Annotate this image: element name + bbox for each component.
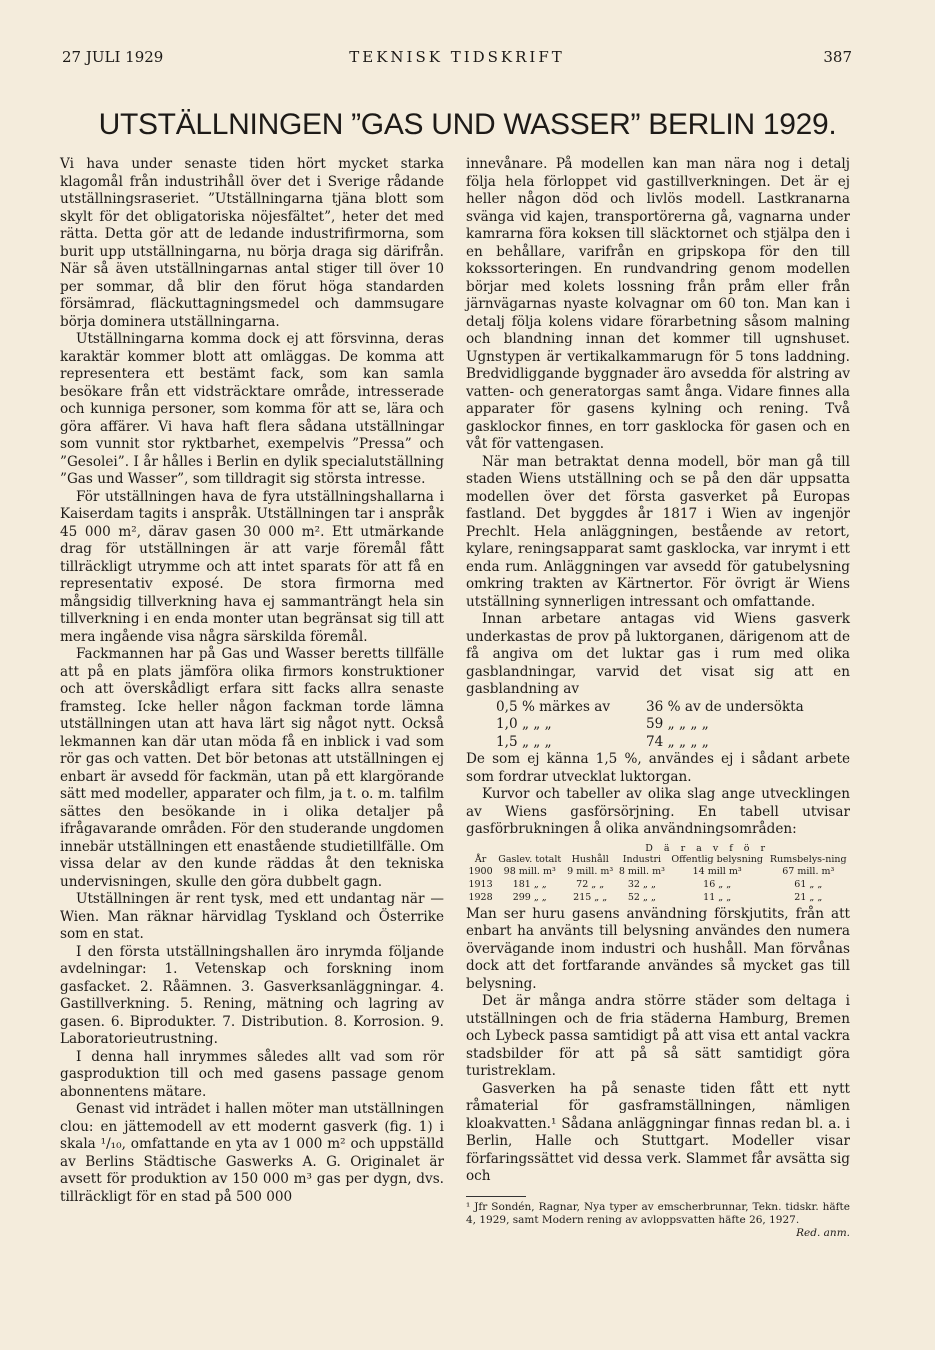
paragraph: Innan arbetare antagas vid Wiens gasverk underkastas de prov på luktorganen, därigenom att de få angiva om det luktar gas i rum med olika gasblandningar, varvid det visat sig att en gasblandning av bbox=[466, 611, 850, 697]
paragraph: I denna hall inrymmes således allt vad som rör gasproduktion till och med gasens passage genom abonnentens mätare. bbox=[60, 1048, 444, 1100]
footnote-signature: Red. anm. bbox=[796, 1226, 850, 1239]
table-cell: 8 mill. m³ bbox=[618, 865, 665, 877]
paragraph: De som ej känna 1,5 %, användes ej i sådant arbete som fordrar utvecklat luktorgan. bbox=[466, 751, 850, 785]
paragraph: Vi hava under senaste tiden hört mycket starka klagomål från industrihåll över det i Sverige rådande utställningsraseriet. ”Utställningarna tjäna blott som skylt för det obligatoriska nöjesfältet”, heter det med rätta. Detta gör att de ledande industrifirmorna, som burit upp utställningarna, nu börja draga sig därifrån. När så även utställningarnas antal stiger till över 10 per sommar, då blir den förut höga standarden försämrad, fläckuttagningsmedel och dammsugare börja dominera utställningarna. bbox=[60, 156, 444, 330]
journal-name: TEKNISK TIDSKRIFT bbox=[349, 48, 565, 66]
table-cell: 1913 bbox=[468, 878, 493, 890]
header-street: Rumsbelys-ning bbox=[769, 853, 847, 865]
header-year: År bbox=[474, 853, 487, 865]
paragraph: Kurvor och tabeller av olika slag ange utvecklingen av Wiens gasförsörjning. En tabell utvisar gasförbrukningen å olika användningsområden: bbox=[466, 786, 850, 837]
table-cell: 16 „ „ bbox=[703, 878, 732, 890]
table-row bbox=[466, 891, 850, 904]
footnote bbox=[466, 1200, 850, 1239]
stats-share: 36 % av de undersökta bbox=[646, 698, 804, 715]
table-cell: 61 „ „ bbox=[794, 878, 823, 890]
table-cell: 9 mill. m³ bbox=[567, 865, 614, 877]
article-title: UTSTÄLLNINGEN ”GAS UND WASSER” BERLIN 1929. bbox=[98, 108, 837, 141]
header-darav: D ä r a v f ö r bbox=[645, 842, 770, 854]
gas-consumption-table bbox=[466, 843, 850, 904]
table-cell: 299 „ „ bbox=[512, 891, 547, 903]
paragraph: Fackmannen har på Gas und Wasser beretts tillfälle att på en plats jämföra olika firmors konstruktioner och att överskådligt erfara sitt facks allra senaste framsteg. Icke heller någon fackman torde lämna utställningen utan att hava lärt sig något nytt. Också lekmannen kan där utan möda få en inblick i vad som rör gas och vatten. Det bör betonas att utställningen ej enbart är avsedd för fackmän, utan på ett klargörande sätt med modeller, apparater och film, ja t. o. m. talfilm sättes den besökande in i olika detaljer på ifrågavarande områden. För den studerande ungdomen innebär utställningen ett enastående studietillfälle. Om vissa delar av den kunde räddas åt den tekniska undervisningen, skulle den göra dubbelt gagn. bbox=[60, 646, 444, 890]
paragraph: innevånare. På modellen kan man nära nog i detalj följa hela förloppet vid gastillverkningen. Det är ej heller någon död och livlös modell. Lastkranarna svänga vid kajen, transportörerna gå, vagnarna under kamrarna föra koksen till släcktornet och stjälpa den i en behållare, varifrån en gripskopa för den till kokssorteringen. En rundvandring genom modellen börjar med kolets lossning från pråm eller från järnvägarnas nyaste kolvagnar om 60 ton. Man kan i detalj följa kolens vidare förarbetning såsom malning och blandning innan det kommer till ugnshuset. Ugnstypen är vertikalkammarugn för 5 tons laddning. Bredvidliggande byggnader äro avsedda för alstring av vatten- och generatorgas samt ånga. Vidare finnes alla apparater för gasens kylning och rening. Två gasklockor finnes, en torr gasklocka för gasen och en våt för vattengasen. bbox=[466, 156, 850, 452]
table-cell: 1928 bbox=[468, 891, 493, 903]
paragraph: Det är många andra större städer som deltaga i utställningen och de fria städerna Hamburg, Bremen och Lybeck passa samtidigt på att visa ett antal vackra stadsbilder för att på så sätt samtidigt göra turistreklam. bbox=[466, 993, 850, 1079]
paragraph: Gasverken ha på senaste tiden fått ett nytt råmaterial för gasframställningen, nämligen kloakvatten.¹ Sådana anläggningar finnas redan bl. a. i Berlin, Halle och Stuttgart. Modeller visar förfaringssättet vid dessa verk. Slammet får avsätta sig och bbox=[466, 1080, 850, 1184]
header-total: Gaslev. totalt bbox=[498, 853, 562, 865]
table-cell: 11 „ „ bbox=[703, 891, 732, 903]
stats-threshold: 1,5 „ „ „ bbox=[496, 733, 552, 750]
paragraph: Utställningarna komma dock ej att försvinna, deras karaktär kommer blott att omläggas. De komma att representera ett bestämt fack, som kan samla besökare från ett vidsträcktare område, intresserade och kunniga personer, som komma för att se, lära och göra affärer. Vi hava haft flera sådana utställningar som vunnit stor ryktbarhet, exempelvis ”Pressa” och ”Gesolei”. I år hålles i Berlin en dylik specialutställning ”Gas und Wasser”, som tilldragit sig största intresse. bbox=[60, 331, 444, 487]
paragraph: Utställningen är rent tysk, med ett undantag när — Wien. Man räknar härvidlag Tyskland och Österrike som en stat. bbox=[60, 891, 444, 942]
table-cell: 14 mill m³ bbox=[692, 865, 742, 877]
table-cell: 52 „ „ bbox=[627, 891, 656, 903]
table-cell: 1900 bbox=[468, 865, 493, 877]
table-cell: 98 mill. m³ bbox=[503, 865, 556, 877]
stats-threshold: 0,5 % märkes av bbox=[496, 698, 611, 715]
table-cell: 32 „ „ bbox=[627, 878, 656, 890]
paragraph: För utställningen hava de fyra utställningshallarna i Kaiserdam tagits i anspråk. Utställningen tar i anspråk 45 000 m², därav gasen 30 000 m². Ett utmärkande drag för utställningen är att varje föremål fått tillräckligt utrymme och att intet sparats för att få en representativ exposé. De stora firmorna med mångsidig tillverkning hava ej sammanträngt hela sin tillverkning i en enda monter utan begränsat sig till att mera ingående visa några särskilda föremål. bbox=[60, 488, 444, 645]
stats-row bbox=[496, 734, 850, 752]
right-column bbox=[466, 156, 850, 1240]
footnote-text: ¹ Jfr Sondén, Ragnar, Nya typer av emscherbrunnar, Tekn. tidskr. häfte 4, 1929, samt Modern rening av avloppsvatten häfte 26, 1927. bbox=[466, 1200, 850, 1226]
stats-share: 59 „ „ „ „ bbox=[646, 716, 709, 732]
issue-date: 27 JULI 1929 bbox=[62, 48, 164, 66]
smell-test-stats bbox=[496, 699, 850, 752]
header-household: Hushåll bbox=[571, 853, 609, 865]
table-cell: 21 „ „ bbox=[794, 891, 823, 903]
stats-threshold: 1,0 „ „ „ bbox=[496, 716, 552, 732]
stats-row bbox=[496, 699, 850, 717]
header-industry: Industri bbox=[622, 853, 662, 865]
table-row bbox=[466, 865, 850, 878]
paragraph: Genast vid inträdet i hallen möter man utställningen clou: en jättemodell av ett modernt gasverk (fig. 1) i skala ¹/₁₀, omfattande en yta av 1 000 m² och uppställd av Berlins Städtische Gaswerks A. G. Originalet är avsett för produktion av 150 000 m³ gas per dygn, dvs. tillräckligt för en stad på 500 000 bbox=[60, 1101, 444, 1205]
stats-row bbox=[496, 716, 850, 734]
table-cell: 181 „ „ bbox=[512, 878, 547, 890]
paragraph: Man ser huru gasens användning förskjutits, från att enbart ha använts till belysning användes den numera övervägande inom industri och hushåll. Man förvånas dock att det fortfarande användes så mycket gas till belysning. bbox=[466, 905, 850, 992]
stats-share: 74 „ „ „ „ bbox=[646, 733, 709, 750]
page-number: 387 bbox=[823, 48, 852, 66]
footnote-rule bbox=[466, 1196, 526, 1197]
header-public: Offentlig belysning bbox=[671, 853, 763, 865]
table-cell: 67 mill. m³ bbox=[782, 865, 835, 877]
running-header bbox=[62, 48, 852, 70]
table-cell: 72 „ „ bbox=[576, 878, 605, 890]
table-cell: 215 „ „ bbox=[573, 891, 608, 903]
paragraph: När man betraktat denna modell, bör man gå till staden Wiens utställning och se på den där uppsatta modellen över det första gasverket på Europas fastland. Det byggdes år 1817 i Wien av ingenjör Prechlt. Hela anläggningen, bestående av retort, kylare, reningsapparat samt gasklocka, var inrymt i ett enda rum. Anläggningen var avsedd för gatubelysning omkring trakten av Kärtnertor. För övrigt är Wiens utställning synnerligen intressant och omfattande. bbox=[466, 453, 850, 610]
paragraph: I den första utställningshallen äro inrymda följande avdelningar: 1. Vetenskap och forskning inom gasfacket. 2. Råämnen. 3. Gasverksanläggningar. 4. Gastillverkning. 5. Rening, mätning och lagring av gasen. 6. Biprodukter. 7. Distribution. 8. Korrosion. 9. Laboratorieutrustning. bbox=[60, 943, 444, 1047]
left-column bbox=[60, 156, 444, 1206]
table-row bbox=[466, 878, 850, 891]
